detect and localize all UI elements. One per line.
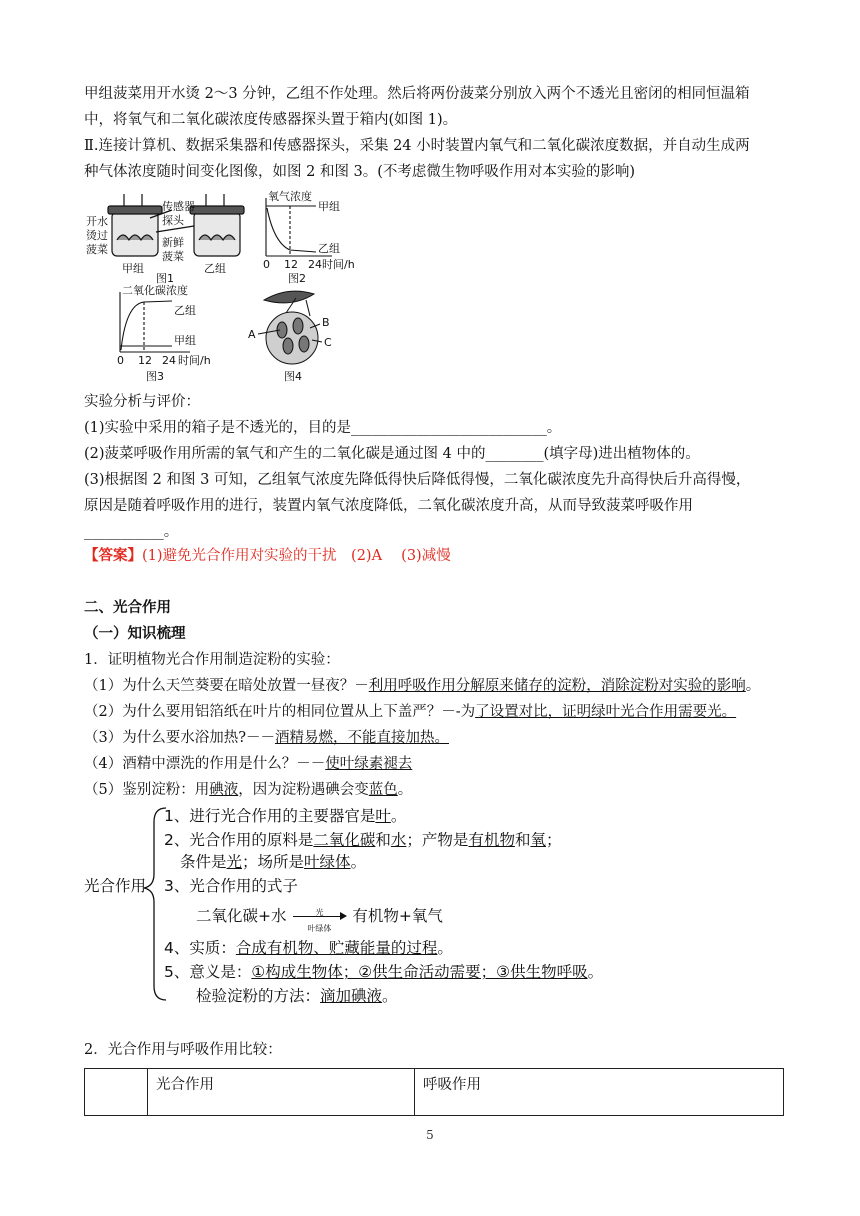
fig4-label-b: B — [322, 316, 330, 329]
brace-line-5-text: 5、意义是： — [164, 963, 252, 981]
knowledge-q3 — [84, 728, 784, 748]
section-2-title: 二、光合作用 — [84, 599, 171, 616]
knowledge-q3-answer: 酒精易燃，不能直接加热。 — [275, 730, 449, 746]
brace-line-4-text: 4、实质： — [164, 939, 236, 957]
analysis-heading: 实验分析与评价： — [84, 394, 200, 410]
photosynthesis-equation — [196, 906, 443, 933]
brace-line-1 — [164, 806, 406, 826]
intro-line-3: Ⅱ.连接计算机、数据采集器和传感器探头，采集 24 小时装置内氧气和二氧化碳浓度数据，并自动生成两 — [84, 138, 750, 154]
knowledge-q4 — [84, 754, 784, 774]
brace-line-1-end: 。 — [390, 807, 407, 825]
brace-line-6-end: 。 — [382, 987, 398, 1005]
analysis-q3-line3: ___________。 — [84, 524, 179, 540]
fig1-label-0: 开水 — [86, 215, 108, 228]
fig4-label-c: C — [324, 336, 332, 349]
knowledge-q5-answer-1: 碘液 — [209, 782, 239, 798]
fig3-group-a: 甲组 — [174, 334, 196, 347]
brace-line-2b-text: 条件是 — [180, 853, 227, 871]
section-2-subtitle: （一）知识梳理 — [84, 625, 186, 642]
fig2-tick-12: 12 — [284, 258, 298, 271]
fig1-label-group-a: 甲组 — [122, 262, 144, 275]
knowledge-q5-end: 。 — [397, 782, 413, 798]
fig4-label-a: A — [248, 328, 256, 341]
brace-line-2-and-2: 和 — [514, 831, 531, 849]
table-cell-blank — [85, 1069, 148, 1116]
compare-title: 2．光合作用与呼吸作用比较： — [84, 1042, 282, 1058]
comparison-table — [84, 1068, 784, 1116]
answer-label: 【答案】 — [84, 547, 142, 564]
equation-products: 有机物+氧气 — [352, 907, 443, 925]
brace-line-2b-key-2: 叶绿体 — [304, 853, 351, 871]
knowledge-q2-answer: 了设置对比，证明绿叶光合作用需要光。 — [475, 704, 737, 720]
brace-line-4-end: 。 — [437, 939, 453, 957]
knowledge-q5-pre: （5）鉴别淀粉：用 — [84, 782, 210, 798]
knowledge-q2-question: （2）为什么要用铝箔纸在叶片的相同位置从上下盖严？－-为 — [84, 704, 476, 720]
answer-line — [84, 546, 784, 566]
fig3-tick-0: 0 — [117, 354, 124, 367]
fig4-caption: 图4 — [284, 370, 302, 383]
fig1-label-6: 菠菜 — [162, 250, 184, 263]
brace-line-2-key-3: 有机物 — [468, 831, 515, 849]
brace-line-5-key: ①构成生物体；②供生命活动需要；③供生物呼吸 — [251, 963, 588, 981]
experiment-figure-svg — [84, 188, 355, 386]
fig2-group-a: 甲组 — [318, 200, 340, 213]
experiment-figure — [84, 188, 355, 386]
table-header-respiration: 呼吸作用 — [415, 1069, 784, 1116]
brace-line-2-key-2: 水 — [390, 831, 407, 849]
intro-line-2: 中，将氧气和二氧化碳浓度传感器探头置于箱内(如图 1)。 — [84, 112, 458, 128]
answer-text: (1)避免光合作用对实验的干扰 (2)A (3)减慢 — [142, 548, 451, 564]
analysis-q1: (1)实验中采用的箱子是不透光的，目的是___________________________。 — [84, 420, 562, 436]
brace-label: 光合作用 — [84, 877, 147, 895]
fig3-xlabel: 时间/h — [178, 354, 211, 367]
knowledge-q1-end: 。 — [745, 678, 761, 694]
analysis-q2: (2)菠菜呼吸作用所需的氧气和产生的二氧化碳是通过图 4 中的________(填字母)进出植物体的。 — [84, 446, 700, 462]
knowledge-q1-question: （1）为什么天竺葵要在暗处放置一昼夜？－ — [84, 678, 369, 694]
photosynthesis-summary — [84, 800, 704, 1010]
fig2-group-b: 乙组 — [318, 242, 340, 255]
figure-4 — [258, 291, 322, 364]
brace-line-3: 3、光合作用的式子 — [164, 877, 298, 895]
fig1-caption: 图1 — [156, 272, 174, 285]
intro-line-1: 甲组菠菜用开水烫 2～3 分钟，乙组不作处理。然后将两份菠菜分别放入两个不透光且密闭的相同恒温箱 — [84, 86, 750, 102]
knowledge-q5 — [84, 780, 784, 800]
brace-line-2b-key-1: 光 — [226, 853, 243, 871]
curly-brace-icon — [84, 800, 174, 1010]
fig2-caption: 图2 — [288, 272, 306, 285]
equation-arrow-icon — [291, 907, 347, 933]
equation-reactants: 二氧化碳+水 — [196, 907, 287, 925]
brace-line-2b-end: 。 — [350, 853, 367, 871]
fig2-tick-24: 24 — [308, 258, 322, 271]
knowledge-q4-question: （4）酒精中漂洗的作用是什么？－－ — [84, 756, 326, 772]
brace-line-2-text: 2、光合作用的原料是 — [164, 831, 314, 849]
fig2-xlabel: 时间/h — [322, 258, 355, 271]
brace-line-1-key: 叶 — [375, 807, 391, 825]
fig3-ylabel: 二氧化碳浓度 — [122, 284, 188, 297]
fig2-ylabel: 氧气浓度 — [268, 190, 312, 203]
fig1-label-4: 探头 — [162, 214, 184, 227]
knowledge-q1 — [84, 676, 784, 696]
page-number: 5 — [426, 1128, 434, 1142]
fig3-tick-12: 12 — [138, 354, 152, 367]
fig1-label-1: 烫过 — [86, 229, 108, 242]
brace-line-5 — [164, 962, 603, 982]
intro-line-4: 种气体浓度随时间变化图像，如图 2 和图 3。(不考虑微生物呼吸作用对本实验的影响) — [84, 164, 636, 180]
brace-line-4 — [164, 938, 453, 958]
knowledge-q3-question: （3）为什么要水浴加热?－－ — [84, 730, 275, 746]
brace-line-2 — [164, 830, 562, 850]
equation-site: 叶绿体 — [307, 923, 332, 933]
analysis-q3-line1: (3)根据图 2 和图 3 可知，乙组氧气浓度先降低得快后降低得慢，二氧化碳浓度先升高得快后升高得慢， — [84, 472, 751, 488]
fig1-label-5: 新鲜 — [162, 236, 184, 249]
fig3-tick-24: 24 — [162, 354, 176, 367]
section-2-item-1: 1．证明植物光合作用制造淀粉的实验： — [84, 652, 340, 668]
equation-condition: 光 — [315, 907, 324, 917]
knowledge-q5-mid: ，因为淀粉遇碘会变 — [238, 782, 369, 798]
fig1-label-2: 菠菜 — [86, 243, 108, 256]
fig1-label-group-b: 乙组 — [204, 262, 226, 275]
table-row — [85, 1069, 784, 1116]
brace-line-2b-mid: ；场所是 — [242, 853, 305, 871]
fig3-caption: 图3 — [146, 370, 164, 383]
knowledge-q5-answer-2: 蓝色 — [368, 782, 398, 798]
brace-line-6-key: 滴加碘液 — [320, 987, 383, 1005]
brace-line-2-key-1: 二氧化碳 — [313, 831, 376, 849]
knowledge-q2 — [84, 702, 784, 722]
knowledge-q4-answer: 使叶绿素褪去 — [325, 756, 413, 772]
brace-line-2b — [180, 852, 366, 872]
fig1-label-3: 传感器 — [162, 200, 195, 213]
brace-line-2-end: ； — [545, 831, 562, 849]
brace-line-2-mid: ；产物是 — [406, 831, 469, 849]
brace-line-2-key-4: 氧 — [530, 831, 546, 849]
table-header-photosynthesis: 光合作用 — [148, 1069, 415, 1116]
brace-line-5-end: 。 — [587, 963, 604, 981]
fig3-group-b: 乙组 — [174, 304, 196, 317]
knowledge-q1-answer: 利用呼吸作用分解原来储存的淀粉，消除淀粉对实验的影响 — [368, 678, 746, 694]
brace-line-6 — [196, 986, 398, 1006]
fig2-tick-0: 0 — [263, 258, 270, 271]
brace-line-1-text: 1、进行光合作用的主要器官是 — [164, 807, 376, 825]
brace-line-6-text: 检验淀粉的方法： — [196, 987, 321, 1005]
brace-line-2-and: 和 — [375, 831, 391, 849]
analysis-q3-line2: 原因是随着呼吸作用的进行，装置内氧气浓度降低，二氧化碳浓度升高，从而导致菠菜呼吸作用 — [84, 498, 693, 514]
brace-line-4-key: 合成有机物、贮藏能量的过程 — [235, 939, 438, 957]
